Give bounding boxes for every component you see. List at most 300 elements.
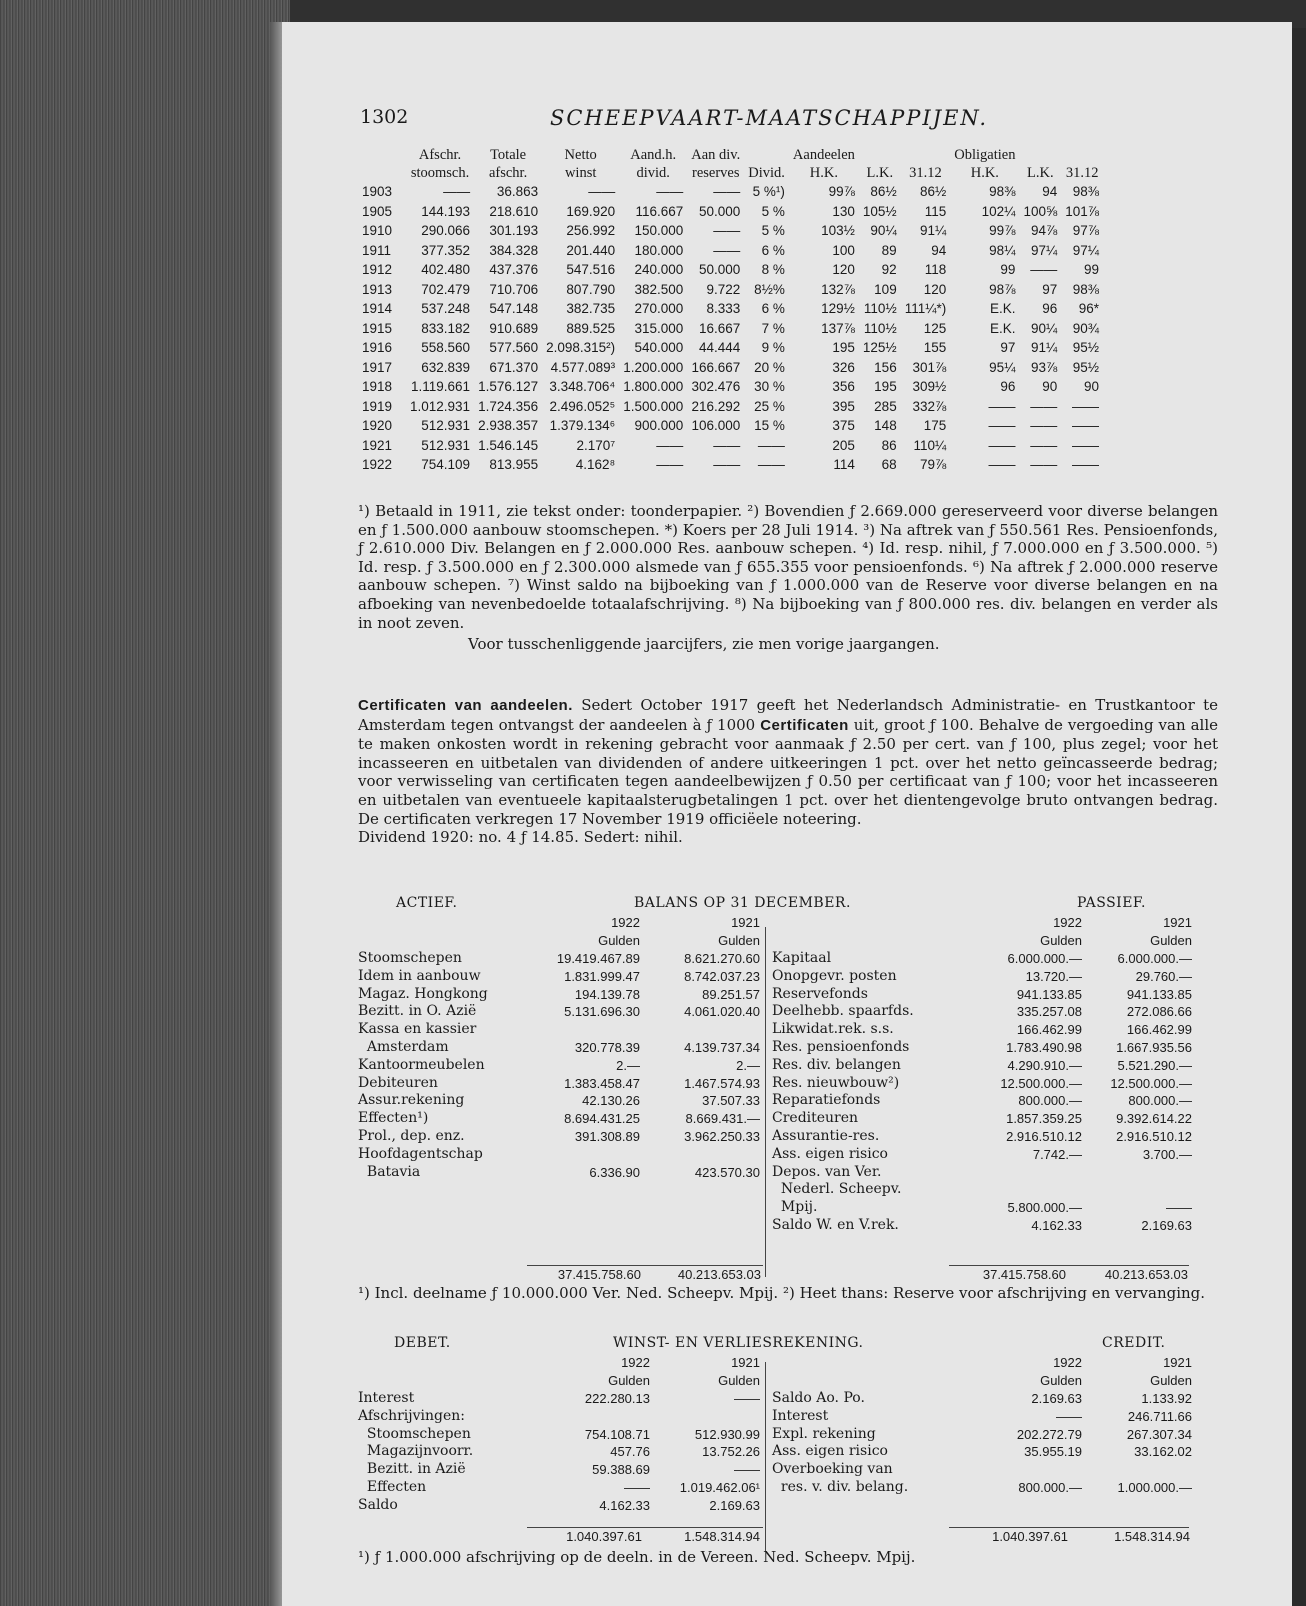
unit-gulden: Gulden	[718, 933, 760, 949]
footnotes-top	[358, 502, 1218, 654]
stats-year-cell: 1918	[362, 379, 393, 395]
amount-1921: 13.752.26	[702, 1444, 760, 1460]
stats-cell: 3.348.706⁴	[549, 379, 616, 395]
account-label: Prol., dep. enz.	[358, 1127, 465, 1144]
account-row	[772, 1128, 1192, 1146]
account-row	[358, 950, 760, 968]
amount-1922	[520, 1145, 640, 1163]
stats-cell: 512.931	[421, 418, 471, 434]
stats-cell: 256.992	[566, 223, 616, 239]
jaarcijfers-note: Voor tusschenliggende jaarcijfers, zie men vorige jaargangen.	[468, 635, 940, 654]
stats-cell: 8½%	[754, 281, 785, 297]
account-label: Onopgevr. posten	[772, 967, 897, 984]
amount-1921: 941.133.85	[1126, 986, 1192, 1002]
account-row	[772, 1003, 1192, 1021]
unit-gulden: Gulden	[1040, 1373, 1082, 1389]
stats-cell: 110½	[863, 320, 897, 336]
account-row	[358, 1407, 760, 1425]
stats-cell: 30 %	[754, 379, 785, 395]
amount-1922: 194.139.78	[574, 986, 640, 1002]
account-row	[772, 1217, 1192, 1235]
amount-1922	[972, 1163, 1082, 1181]
stats-cell: 101⅞	[1065, 203, 1100, 219]
stats-cell: E.K.	[989, 301, 1016, 317]
wv-credit	[772, 1354, 1192, 1496]
stats-cell: 1.500.000	[623, 398, 684, 414]
stats-cell: 1.200.000	[623, 359, 684, 375]
stats-cell: 710.706	[489, 281, 539, 297]
wv-total-rule-right	[949, 1527, 1189, 1528]
cert-bold-word: Certificaten	[760, 716, 849, 734]
amount-1922: 19.419.467.89	[556, 950, 640, 966]
stats-cell: 270.000	[634, 301, 684, 317]
stats-row	[358, 202, 1103, 222]
year-1921: 1921	[731, 1355, 760, 1371]
stats-header-cell: 31.12	[909, 164, 942, 181]
unit-gulden: Gulden	[1150, 1373, 1192, 1389]
account-label: Kassa en kassier	[358, 1021, 477, 1038]
stats-cell: 4.162⁸	[575, 457, 616, 473]
account-row	[772, 1110, 1192, 1128]
stats-cell: ——	[588, 184, 616, 200]
stats-cell: 301⅞	[912, 359, 947, 375]
stats-cell: 98⅞	[989, 281, 1016, 297]
account-label: Saldo	[358, 1496, 398, 1513]
unit-gulden: Gulden	[1150, 933, 1192, 949]
wv-debet-rows	[358, 1390, 760, 1515]
account-row	[358, 1390, 760, 1408]
stats-cell: 2.496.052⁵	[549, 398, 616, 414]
stats-cell: 129½	[821, 301, 855, 317]
account-label: Stoomschepen	[358, 949, 462, 966]
stats-row	[358, 377, 1103, 397]
stats-cell: 8 %	[761, 262, 785, 278]
year-1922: 1922	[621, 1355, 650, 1371]
stats-cell: 20 %	[754, 359, 785, 375]
amount-1921: 3.962.250.33	[684, 1128, 760, 1144]
cert-text-b: uit, groot ƒ 100. Behalve de vergoeding van alle te maken onkosten wordt in rekening gebracht voor aanmaak ƒ 2.50 per cert. van ƒ 100, plus zegel; voor het incasseeren en uitbetalen van dividenden of andere uitkeeringen 1 pct. over het netto geïncasseerde bedrag; voor verwisseling van certificaten tegen aandeelbewijzen ƒ 0.50 per certificaat van ƒ 100; voor het incasseeren en uitbetalen van eventueele kapitaalsterugbetalingen 1 pct. over het dientengevolge bruto ontvangen bedrag. De certificaten verkregen 17 November 1919 officiëele noteering.	[358, 715, 1219, 828]
stats-header-cell: H.K.	[809, 164, 838, 181]
amount-1921: 2.—	[736, 1057, 760, 1073]
stats-cell: 91¼	[919, 223, 947, 239]
amount-1921: ——	[734, 1462, 760, 1478]
stats-cell: 6 %	[761, 301, 785, 317]
stats-cell: 8.333	[706, 301, 741, 317]
amount-1922: 202.272.79	[1016, 1426, 1082, 1442]
stats-cell: ——	[988, 457, 1016, 473]
stats-cell: 86½	[919, 184, 947, 200]
account-row	[772, 1407, 1192, 1425]
stats-cell: ——	[713, 437, 741, 453]
wv-total-credit-1922: 1.040.397.61	[992, 1529, 1068, 1544]
stats-year-cell: 1915	[362, 320, 393, 336]
stats-cell: 105½	[862, 203, 897, 219]
account-row	[772, 1021, 1192, 1039]
stats-cell: 50.000	[698, 262, 741, 278]
stats-header-cell: Aand.h.	[630, 146, 677, 163]
amount-1921: 9.392.614.22	[1116, 1111, 1192, 1127]
stats-cell: 102¼	[981, 203, 1016, 219]
stats-cell: 356	[832, 379, 855, 395]
account-row	[772, 985, 1192, 1003]
amount-1921: 8.742.037.23	[684, 968, 760, 984]
stats-cell: ——	[1030, 437, 1058, 453]
book-page-edges	[0, 0, 290, 1606]
stats-header-cell: divid.	[636, 164, 670, 181]
stats-cell: 96	[1042, 301, 1058, 317]
account-label: Kapitaal	[772, 949, 832, 966]
account-row	[358, 1039, 760, 1057]
amount-1922: 5.131.696.30	[564, 1004, 640, 1020]
stats-table	[358, 146, 1103, 475]
account-row	[358, 1479, 760, 1497]
stats-cell: 95¼	[989, 359, 1016, 375]
stats-cell: ——	[1072, 398, 1100, 414]
book-page	[282, 22, 1292, 1606]
stats-cell: 285	[874, 398, 897, 414]
amount-1921	[640, 1021, 760, 1039]
balans-total-rule-right	[949, 1265, 1189, 1266]
balans-title: BALANS OP 31 DECEMBER.	[634, 895, 851, 911]
account-row	[772, 950, 1192, 968]
stats-cell: 5 %¹)	[752, 184, 785, 200]
account-label: Interest	[772, 1407, 829, 1424]
stats-header-cell: Obligatien	[954, 146, 1016, 163]
balans-total-rule-left	[527, 1265, 763, 1266]
amount-1921: 8.669.431.—	[685, 1111, 760, 1127]
amount-1921	[1082, 1181, 1192, 1199]
stats-cell: 218.610	[489, 203, 539, 219]
account-label: Idem in aanbouw	[358, 967, 481, 984]
stats-row	[358, 397, 1103, 417]
amount-1922: 166.462.99	[1016, 1022, 1082, 1038]
unit-gulden: Gulden	[608, 1373, 650, 1389]
amount-1921: 423.570.30	[694, 1164, 760, 1180]
stats-cell: 833.182	[421, 320, 471, 336]
stats-cell: 95½	[1072, 359, 1100, 375]
stats-cell: 180.000	[634, 242, 684, 258]
stats-cell: 148	[874, 418, 897, 434]
stats-header-cell: Afschr.	[418, 146, 462, 163]
stats-cell: ——	[757, 457, 785, 473]
account-label: Expl. rekening	[772, 1425, 876, 1442]
amount-1921: 4.139.737.34	[684, 1039, 760, 1055]
balans-total-actief-1922: 37.415.758.60	[557, 1267, 641, 1282]
account-row	[772, 1181, 1192, 1199]
wv-total-debet-1921: 1.548.314.94	[684, 1529, 760, 1544]
stats-cell: ——	[713, 223, 741, 239]
stats-row	[358, 182, 1103, 202]
stats-cell: 97¼	[1072, 242, 1100, 258]
stats-header-row-1	[358, 146, 1103, 164]
account-label: Kantoormeubelen	[358, 1056, 485, 1073]
stats-cell: 97⅞	[1072, 223, 1100, 239]
account-row	[772, 967, 1192, 985]
stats-row	[358, 280, 1103, 300]
balans-note: ¹) Incl. deelname ƒ 10.000.000 Ver. Ned. Scheepv. Mpij. ²) Heet thans: Reserve voor afschrijving en vervanging.	[358, 1284, 1206, 1302]
stats-cell: ——	[1030, 262, 1058, 278]
amount-1921: 29.760.—	[1135, 968, 1192, 984]
stats-cell: ——	[988, 437, 1016, 453]
stats-cell: 5 %	[761, 223, 785, 239]
stats-cell: 216.292	[691, 398, 741, 414]
balans-total-actief-1921: 40.213.653.03	[677, 1267, 761, 1282]
amount-1922: 1.783.490.98	[1006, 1039, 1082, 1055]
stats-cell: 332⅞	[912, 398, 947, 414]
balans-passief	[772, 914, 1192, 1234]
stats-cell: 97¼	[1030, 242, 1058, 258]
stats-row	[358, 221, 1103, 241]
wv-credit-head: CREDIT.	[1102, 1335, 1166, 1351]
account-label: Afschrijvingen:	[358, 1407, 465, 1424]
account-label: Effecten	[358, 1478, 427, 1495]
stats-year-cell: 1916	[362, 340, 393, 356]
stats-year-cell: 1905	[362, 203, 393, 219]
cert-heading: Certificaten van aandeelen.	[358, 697, 573, 714]
stats-row	[358, 338, 1103, 358]
account-label: Reparatiefonds	[772, 1092, 881, 1109]
stats-year-cell: 1922	[362, 457, 393, 473]
amount-1922	[972, 1181, 1082, 1199]
stats-cell: 95½	[1072, 340, 1100, 356]
account-label: Crediteuren	[772, 1110, 859, 1127]
account-row	[772, 1425, 1192, 1443]
stats-row	[358, 358, 1103, 378]
amount-1922: 6.000.000.—	[1007, 950, 1082, 966]
account-label: Res. nieuwbouw²)	[772, 1074, 900, 1091]
amount-1922: ——	[1056, 1408, 1082, 1424]
amount-1921: 1.133.92	[1141, 1390, 1192, 1406]
stats-header-cell: L.K.	[1027, 164, 1054, 181]
stats-cell: 25 %	[754, 398, 785, 414]
stats-cell: 90¾	[1072, 320, 1100, 336]
stats-header-cell	[859, 146, 901, 164]
stats-cell: 402.480	[421, 262, 471, 278]
certificaten-paragraph	[358, 696, 1218, 828]
stats-row	[358, 416, 1103, 436]
year-1922: 1922	[1053, 1355, 1082, 1371]
stats-cell: 106.000	[691, 418, 741, 434]
stats-row	[358, 299, 1103, 319]
balans-actief	[358, 914, 760, 1181]
stats-year-cell: 1913	[362, 281, 393, 297]
account-label: Bezitt. in O. Azië	[358, 1003, 477, 1020]
amount-1921: 12.500.000.—	[1110, 1075, 1192, 1091]
stats-cell: ——	[1030, 457, 1058, 473]
stats-cell: 301.193	[489, 223, 539, 239]
stats-cell: 91¼	[1030, 340, 1058, 356]
amount-1922: 7.742.—	[1032, 1146, 1082, 1162]
year-1922: 1922	[1053, 915, 1082, 931]
amount-1921: 800.000.—	[1128, 1093, 1192, 1109]
account-row	[772, 1039, 1192, 1057]
stats-header-cell: afschr.	[488, 164, 528, 181]
stats-year-cell: 1917	[362, 359, 393, 375]
stats-cell: 115	[924, 203, 947, 219]
stats-cell: ——	[713, 184, 741, 200]
wv-total-debet-1922: 1.040.397.61	[566, 1529, 642, 1544]
account-row	[772, 1199, 1192, 1217]
stats-cell: 309½	[912, 379, 947, 395]
stats-year-cell: 1903	[362, 184, 393, 200]
cert-text-a: Sedert October 1917 geeft het Nederlandsch Administratie- en Trustkantoor te Amsterdam tegen ontvangst der aandeelen à ƒ 1000	[358, 696, 1218, 734]
stats-cell: 94⅞	[1030, 223, 1058, 239]
amount-1922: 6.336.90	[589, 1164, 640, 1180]
wv-note: ¹) ƒ 1.000.000 afschrijving op de deeln. in de Vereen. Ned. Scheepv. Mpij.	[358, 1548, 916, 1566]
amount-1921: 1.467.574.93	[684, 1075, 760, 1091]
stats-cell: 125½	[862, 340, 897, 356]
stats-cell: 150.000	[634, 223, 684, 239]
stats-cell: ——	[1072, 457, 1100, 473]
stats-cell: 2.098.315²)	[546, 340, 616, 356]
stats-row	[358, 319, 1103, 339]
stats-cell: 89	[881, 242, 897, 258]
balans-passief-rows	[772, 950, 1192, 1235]
amount-1922: 800.000.—	[1018, 1093, 1082, 1109]
amount-1921: 272.086.66	[1126, 1004, 1192, 1020]
stats-cell: 144.193	[421, 203, 471, 219]
stats-cell: 100⅝	[1023, 203, 1058, 219]
amount-1922	[540, 1407, 650, 1425]
account-row	[358, 1021, 760, 1039]
stats-year-cell: 1910	[362, 223, 393, 239]
account-row	[358, 1425, 760, 1443]
account-row	[358, 1145, 760, 1163]
amount-1921: 166.462.99	[1126, 1022, 1192, 1038]
stats-cell: ——	[1072, 437, 1100, 453]
stats-cell: 44.444	[698, 340, 741, 356]
account-label: Batavia	[358, 1163, 421, 1180]
account-row	[358, 1056, 760, 1074]
stats-cell: 4.577.089³	[550, 359, 616, 375]
stats-cell: ——	[988, 398, 1016, 414]
account-row	[772, 1479, 1192, 1497]
account-row	[772, 1092, 1192, 1110]
stats-cell: 118	[924, 262, 947, 278]
amount-1922: 2.—	[616, 1057, 640, 1073]
stats-cell: 175	[923, 418, 947, 434]
amount-1922: 42.130.26	[582, 1093, 640, 1109]
stats-row	[358, 241, 1103, 261]
stats-cell: 50.000	[698, 203, 741, 219]
amount-1922	[972, 1461, 1082, 1479]
stats-cell: 1.724.356	[478, 398, 539, 414]
stats-cell: 98⅜	[1072, 184, 1100, 200]
stats-cell: 240.000	[634, 262, 684, 278]
wv-credit-rows	[772, 1390, 1192, 1497]
stats-cell: 377.352	[421, 242, 471, 258]
stats-cell: 111¼*)	[904, 301, 947, 317]
stats-cell: 68	[881, 457, 897, 473]
amount-1922: 1.383.458.47	[564, 1075, 640, 1091]
account-label: Saldo Ao. Po.	[772, 1389, 865, 1406]
stats-cell: 132⅞	[821, 281, 855, 297]
stats-header-cell	[358, 164, 406, 182]
account-label: Ass. eigen risico	[772, 1443, 888, 1460]
stats-cell: 125	[923, 320, 947, 336]
balans-actief-head: ACTIEF.	[396, 895, 458, 911]
stats-cell: 512.931	[421, 437, 471, 453]
account-row	[772, 1461, 1192, 1479]
stats-header-cell: reserves	[691, 164, 740, 181]
stats-cell: 96*	[1078, 301, 1100, 317]
account-row	[772, 1074, 1192, 1092]
stats-cell: 807.790	[566, 281, 616, 297]
stats-cell: 2.170⁷	[576, 437, 616, 453]
stats-cell: 315.000	[634, 320, 684, 336]
stats-cell: ——	[656, 437, 684, 453]
stats-cell: 99⅞	[828, 184, 855, 200]
stats-cell: 90¼	[1030, 320, 1058, 336]
year-1921: 1921	[1163, 915, 1192, 931]
year-1921: 1921	[1163, 1355, 1192, 1371]
amount-1921: 2.916.510.12	[1116, 1128, 1192, 1144]
amount-1922: 335.257.08	[1016, 1004, 1082, 1020]
account-row	[358, 1496, 760, 1514]
amount-1922: 941.133.85	[1016, 986, 1082, 1002]
stats-cell: 1.576.127	[478, 379, 539, 395]
stats-cell: 36.863	[496, 184, 539, 200]
stats-cell: 155	[923, 340, 947, 356]
stats-cell: ——	[713, 242, 741, 258]
stats-year-cell: 1912	[362, 262, 393, 278]
account-label: Assur.rekening	[358, 1092, 465, 1109]
stats-header-cell: H.K.	[970, 164, 999, 181]
account-row	[772, 1390, 1192, 1408]
account-row	[358, 985, 760, 1003]
stats-cell: 97	[1042, 281, 1058, 297]
stats-cell: 120	[832, 262, 855, 278]
wv-total-credit-1921: 1.548.314.94	[1114, 1529, 1190, 1544]
stats-cell: 671.370	[489, 359, 539, 375]
stats-cell: 94	[931, 242, 947, 258]
stats-cell: 754.109	[421, 457, 471, 473]
wv-debet	[358, 1354, 760, 1514]
stats-year-cell: 1911	[362, 242, 392, 258]
amount-1922: 4.290.910.—	[1007, 1057, 1082, 1073]
unit-gulden: Gulden	[598, 933, 640, 949]
stats-cell: 116.667	[635, 203, 684, 219]
stats-cell: 103½	[821, 223, 855, 239]
account-label: Effecten¹)	[358, 1110, 429, 1127]
stats-header-cell	[1061, 146, 1103, 164]
wv-divider	[765, 1362, 766, 1552]
stats-cell: 110½	[863, 301, 897, 317]
stats-cell: 99	[1084, 262, 1100, 278]
stats-cell: 100	[832, 242, 855, 258]
stats-header-cell	[901, 146, 951, 164]
amount-1921	[1082, 1163, 1192, 1181]
account-row	[772, 1163, 1192, 1181]
balans-passief-head: PASSIEF.	[1077, 895, 1146, 911]
amount-1922: 5.800.000.—	[1007, 1200, 1082, 1216]
stats-year-cell: 1921	[362, 437, 393, 453]
account-label: Magazijnvoorr.	[358, 1443, 474, 1460]
amount-1922: 35.955.19	[1024, 1444, 1082, 1460]
account-label: Hoofdagentschap	[358, 1145, 483, 1162]
page-title: SCHEEPVAART-MAATSCHAPPIJEN.	[550, 106, 989, 130]
amount-1922: 222.280.13	[584, 1390, 650, 1406]
stats-cell: 302.476	[691, 379, 741, 395]
stats-cell: 540.000	[634, 340, 684, 356]
account-label: Magaz. Hongkong	[358, 985, 488, 1002]
stats-cell: 86	[881, 437, 897, 453]
stats-cell: 1.012.931	[410, 398, 471, 414]
amount-1921: 37.507.33	[702, 1093, 760, 1109]
footnotes-text: ¹) Betaald in 1911, zie tekst onder: toonderpapier. ²) Bovendien ƒ 2.669.000 gereserveerd voor diverse belangen en ƒ 1.500.000 aanbouw stoomschepen. *) Koers per 28 Juli 1914. ³) Na aftrek van ƒ 550.561 Res. Pensioenfonds, ƒ 2.610.000 Div. Belangen en ƒ 2.000.000 Res. aanbouw schepen. ⁴) Id. resp. nihil, ƒ 7.000.000 en ƒ 3.500.000. ⁵) Id. resp. ƒ 3.500.000 en ƒ 2.300.000 alsmede van ƒ 655.355 voor pensioenfonds. ⁶) Na aftrek ƒ 2.000.000 reserve aanbouw schepen. ⁷) Winst saldo na bijboeking van ƒ 1.000.000 van de Reserve voor diverse belangen en na afboeking van nevenbedoelde totaalafschrijving. ⁸) Na bijboeking van ƒ 800.000 res. div. belangen en verder als in noot zeven.	[358, 502, 1218, 632]
amount-1921: 267.307.34	[1126, 1426, 1192, 1442]
account-row	[358, 967, 760, 985]
